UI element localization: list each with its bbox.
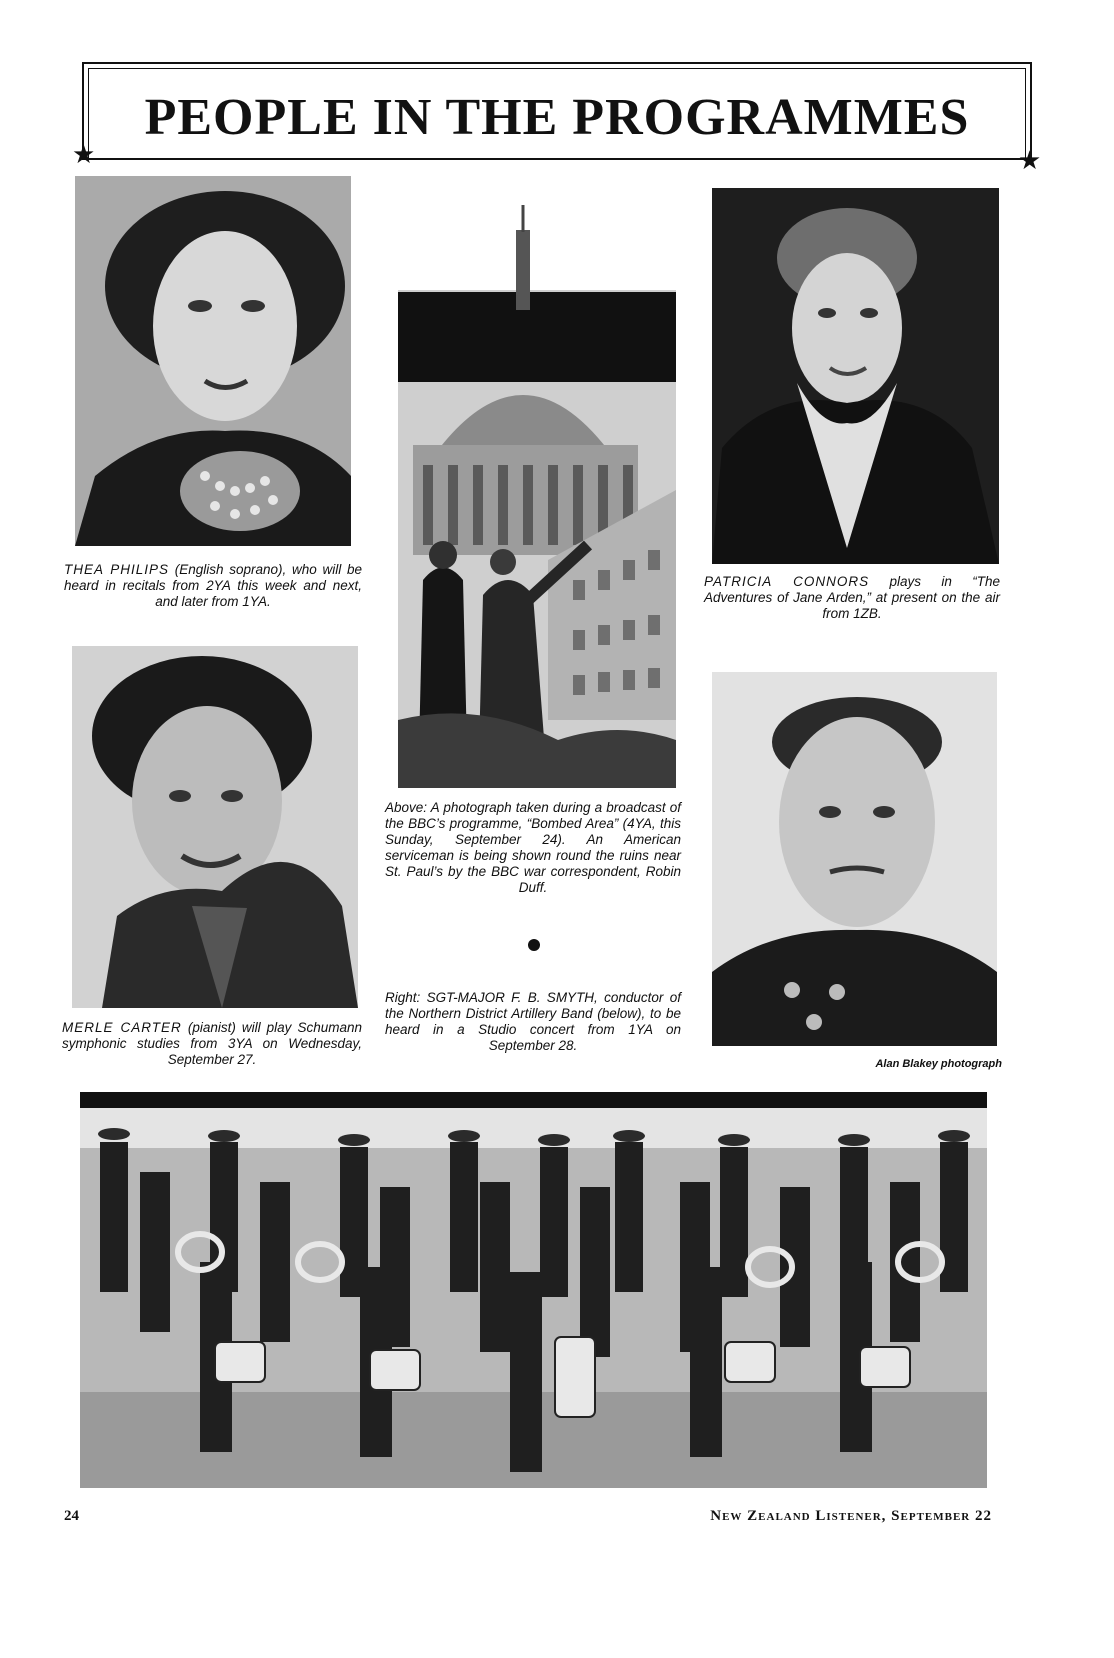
caption-text: plays in “The Adventures of Jane Arden,” at present on the air from 1ZB.: [704, 574, 1000, 621]
caption-text: (English soprano), who will be heard in recitals from 2YA this week and next, and later from 1YA.: [64, 562, 362, 609]
star-icon: ★: [1018, 146, 1042, 176]
caption-thea-philips: [64, 562, 362, 610]
caption-text: Above: A photograph taken during a broadcast of the BBC’s programme, “Bombed Area” (4YA, this Sunday, September 24). An American serviceman is being shown round the ruins near St. Paul’s by the BBC war correspondent, Robin Duff.: [385, 800, 681, 895]
caption-name: MERLE CARTER: [62, 1020, 182, 1035]
caption-patricia-connors: [704, 574, 1000, 622]
photo-patricia-connors: [712, 188, 999, 564]
photo-bbc-broadcast: [398, 200, 676, 788]
bullet-icon: [528, 939, 540, 951]
photo-artillery-band: [80, 1092, 987, 1488]
photo-sgt-major-smyth: [712, 672, 997, 1046]
caption-bbc-broadcast: [385, 800, 681, 896]
photo-thea-philips: [75, 176, 351, 546]
caption-name: THEA PHILIPS: [64, 562, 170, 577]
page-title: PEOPLE IN THE PROGRAMMES: [144, 89, 970, 146]
publication-line: New Zealand Listener, September 22: [710, 1508, 992, 1524]
star-icon: ★: [72, 140, 96, 170]
caption-sgt-major-smyth: [385, 990, 681, 1054]
page-number: 24: [64, 1508, 79, 1524]
caption-name: PATRICIA CONNORS: [704, 574, 870, 589]
photo-merle-carter: [72, 646, 358, 1008]
caption-text: (pianist) will play Schumann symphonic studies from 3YA on Wednesday, September 27.: [62, 1020, 362, 1067]
caption-merle-carter: [62, 1020, 362, 1068]
caption-text: Right: SGT-MAJOR F. B. SMYTH, conductor of the Northern District Artillery Band (below), to be heard in a Studio concert from 1YA on September 28.: [385, 990, 681, 1053]
photo-credit: Alan Blakey photograph: [875, 1058, 1002, 1070]
